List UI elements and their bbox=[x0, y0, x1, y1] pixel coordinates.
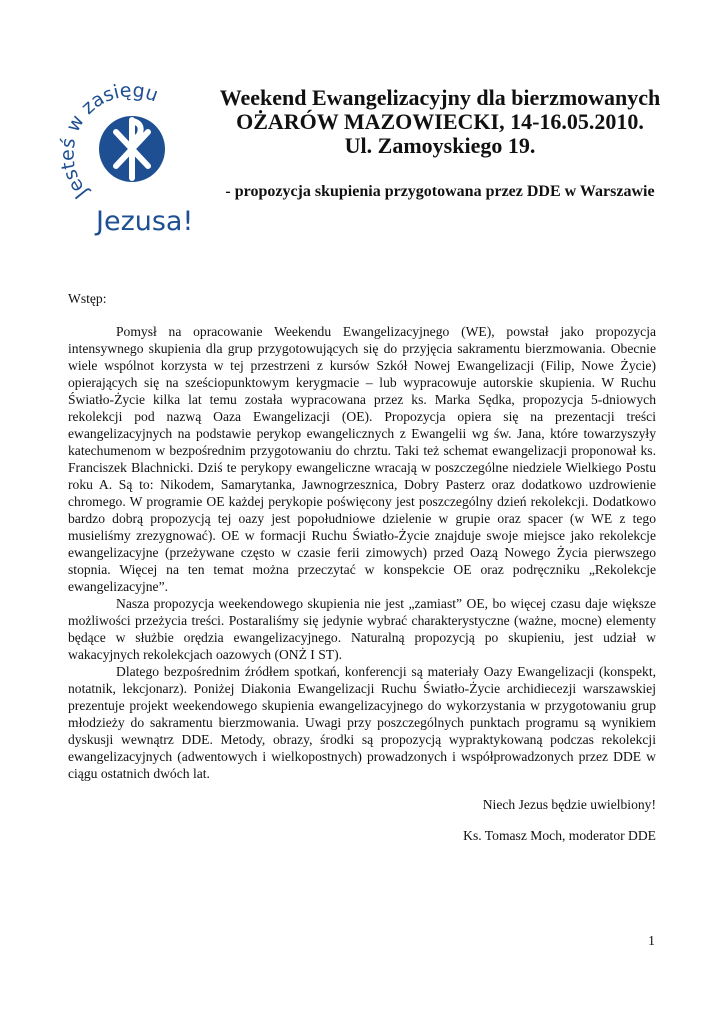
document-body bbox=[68, 290, 656, 858]
paragraph-1: Pomysł na opracowanie Weekendu Ewangelizacyjnego (WE), powstał jako propozycja intensywnego skupienia dla grup przygotowujących się do przyjęcia sakramentu bierzmowania. Obecnie wiele wspólnot korzysta w tej przestrzeni z kursów Szkół Nowej Ewangelizacji (Filip, Nowe Życie) opierających się na sześciopunktowym kerygmacie – lub wypracowuje autorskie skupienia. W Ruchu Światło-Życie kilka lat temu została wypracowana przez ks. Marka Sędka, propozycja 5-dniowych rekolekcji pod nazwą Oaza Ewangelizacji (OE). Propozycja opiera się na prezentacji treści ewangelizacyjnych na podstawie perykop ewangelicznych z Ewangelii wg św. Jana, które towarzyszyły katechumenom w bezpośrednim przygotowaniu do chrztu. Taki też schemat ewangelizacji proponował ks. Franciszek Blachnicki. Dziś te perykopy ewangeliczne wracają w poszczególne niedziele Wielkiego Postu roku A. Są to: Nikodem, Samarytanka, Jawnogrzesznica, Dobry Pasterz oraz dodatkowo uzdrowienie chromego. W programie OE każdej perykopie poświęcony jest poszczególny dzień rekolekcji. Dodatkowo bardzo dobrą propozycją tej oazy jest popołudniowe dzielenie w grupie oraz spacer (w WE z tego musieliśmy zrezygnować). OE w formacji Ruchu Światło-Życie znajduje swoje miejsce jako rekolekcje ewangelizacyjne (przeżywane często w czasie ferii zimowych) przed Oazą Nowego Życia pierwszego stopnia. Więcej na ten temat można przeczytać w konspekcie OE oraz podręczniku „Rekolekcje ewangelizacyjne”. bbox=[68, 324, 656, 594]
title-line-3: Ul. Zamoyskiego 19. bbox=[344, 133, 536, 158]
closing-blessing: Niech Jezus będzie uwielbiony! bbox=[482, 797, 656, 812]
jesus-logo-icon bbox=[56, 64, 196, 244]
logo-arc-textpath: Jesteś w zasięgu bbox=[56, 79, 162, 203]
intro-label: Wstęp: bbox=[68, 291, 107, 306]
document-header bbox=[205, 86, 675, 202]
paragraph-3: Dlatego bezpośrednim źródłem spotkań, konferencji są materiały Oazy Ewangelizacji (konspekt, notatnik, lekcjonarz). Poniżej Diakonia Ewangelizacji Ruchu Światło-Życie archidiecezji warszawskiej prezentuje projekt weekendowego skupienia ewangelizacyjnego do wykorzystania w przygotowaniu grup młodzieży do sakramentu bierzmowania. Uwagi przy poszczególnych punktach programu są wynikiem dyskusji wewnątrz DDE. Metody, obrazy, środki są propozycją wypraktykowaną podczas rekolekcji ewangelizacyjnych (adwentowych i wielkopostnych) prowadzonych i współprowadzonych przez DDE w ciągu ostatnich dwóch lat. bbox=[68, 664, 656, 781]
page-number: 1 bbox=[648, 934, 655, 949]
closing-signature: Ks. Tomasz Moch, moderator DDE bbox=[463, 828, 656, 843]
logo bbox=[56, 64, 196, 244]
logo-bottom-text: Jezusa! bbox=[96, 206, 194, 237]
paragraph-2: Nasza propozycja weekendowego skupienia nie jest „zamiast” OE, bo więcej czasu daje większe możliwości przeżycia treści. Postaraliśmy się jedynie wybrać charakterystyczne (ważne, mocne) elementy będące w służbie orędzia ewangelizacyjnego. Naturalną propozycją po skupieniu, jest udział w wakacyjnych rekolekcjach oazowych (ONŻ I ST). bbox=[68, 596, 656, 662]
title-line-1: Weekend Ewangelizacyjny dla bierzmowanych bbox=[219, 85, 661, 110]
title-line-2: OŻARÓW MAZOWIECKI, 14-16.05.2010. bbox=[236, 109, 644, 134]
subtitle: - propozycja skupienia przygotowana przez DDE w Warszawie bbox=[225, 183, 655, 200]
